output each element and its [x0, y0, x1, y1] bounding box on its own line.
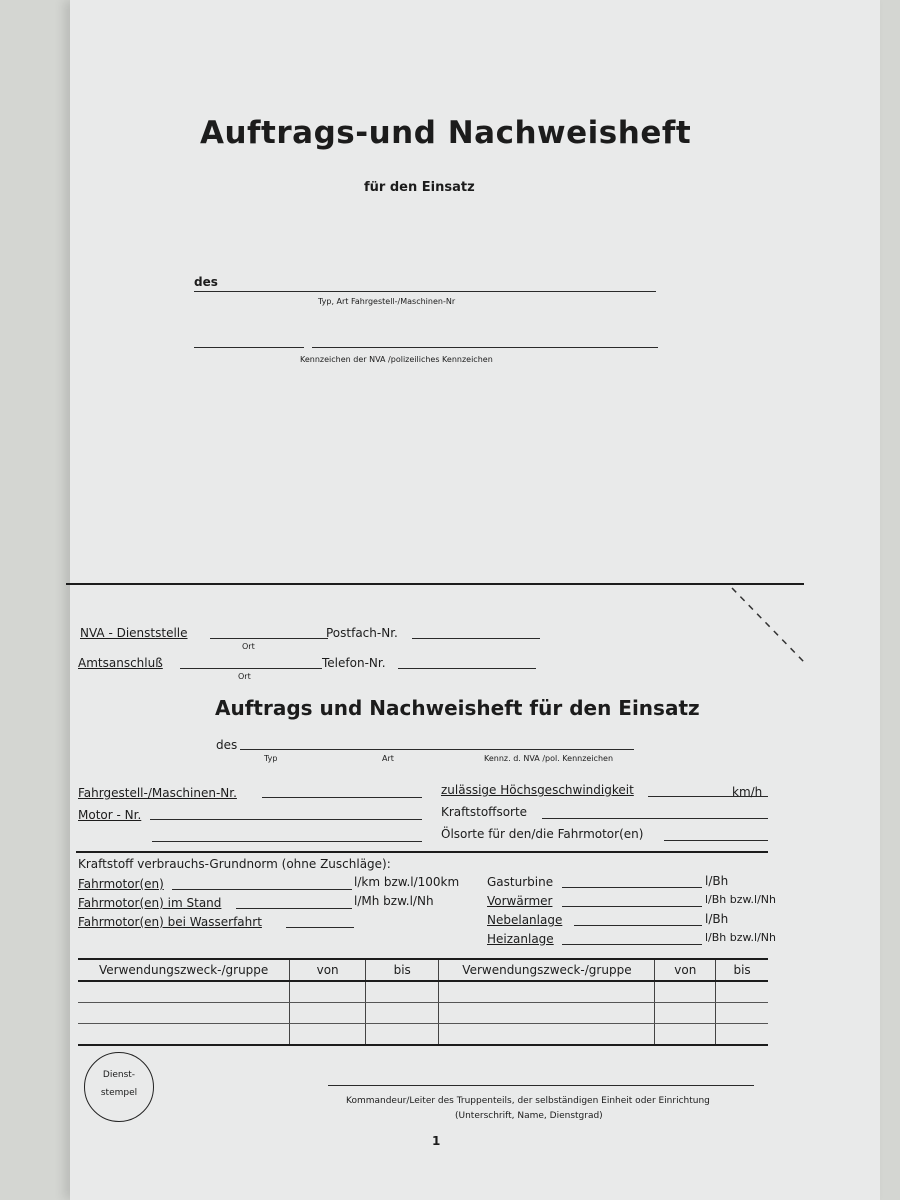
motor-label: Motor - Nr.	[78, 808, 142, 822]
form-des-line	[240, 749, 634, 750]
signature-caption-1: Kommandeur/Leiter des Truppenteils, der selbständigen Einheit oder Einrichtung	[346, 1096, 710, 1106]
cover-plate-line-b	[312, 347, 658, 348]
ort-caption-1: Ort	[242, 642, 255, 651]
telefon-label: Telefon-Nr.	[322, 656, 386, 670]
cut-mark	[726, 586, 816, 666]
unit-label: NVA - Dienststelle	[80, 626, 188, 640]
wasser-label: Fahrmotor(en) bei Wasserfahrt	[78, 915, 262, 929]
heiz-line	[562, 944, 702, 945]
stand-label: Fahrmotor(en) im Stand	[78, 896, 222, 910]
usage-table-header	[78, 959, 768, 981]
gasturbine-line	[562, 887, 702, 888]
kraftstoffsorte-line	[542, 818, 768, 819]
fahrgestell-label: Fahrgestell-/Maschinen-Nr.	[78, 786, 237, 800]
stand-line	[236, 908, 352, 909]
fahrmotor-line	[172, 889, 352, 890]
olsorte-line	[664, 840, 768, 841]
kraftstoffsorte-label: Kraftstoffsorte	[441, 805, 528, 819]
olsorte-label: Ölsorte für den/die Fahrmotor(en)	[441, 827, 644, 841]
header-von-1: von	[290, 959, 366, 981]
heiz-label: Heizanlage	[487, 932, 554, 946]
grundnorm-label: Kraftstoff verbrauchs-Grundnorm (ohne Zuschläge):	[78, 857, 391, 871]
nebel-line	[574, 925, 702, 926]
header-bis-2: bis	[716, 959, 768, 981]
wasser-line	[286, 927, 354, 928]
cover-caption-type: Typ, Art Fahrgestell-/Maschinen-Nr	[318, 297, 456, 306]
telefon-line	[398, 668, 536, 669]
gasturbine-label: Gasturbine	[487, 875, 554, 889]
form-des-label: des	[216, 738, 238, 752]
fahrmotor-label: Fahrmotor(en)	[78, 877, 164, 891]
caption-kennz: Kennz. d. NVA /pol. Kennzeichen	[484, 754, 614, 763]
header-zweck-2: Verwendungszweck-/gruppe	[439, 959, 655, 981]
page-number: 1	[432, 1134, 441, 1148]
gasturbine-unit: l/Bh	[705, 874, 729, 888]
stand-unit: l/Mh bzw.l/Nh	[354, 894, 434, 908]
nebel-unit: l/Bh	[705, 912, 729, 926]
caption-typ: Typ	[264, 754, 278, 763]
table-row	[78, 981, 768, 1003]
ort-caption-2: Ort	[238, 672, 251, 681]
nebel-label: Nebelanlage	[487, 913, 563, 927]
signature-caption-2: (Unterschrift, Name, Dienstgrad)	[455, 1111, 603, 1121]
cover-subtitle: für den Einsatz	[364, 180, 475, 195]
cover-des-label: des	[194, 275, 218, 289]
hoechst-label: zulässige Höchsgeschwindigkeit	[441, 783, 634, 797]
extra-line	[152, 841, 422, 842]
vorwaermer-label: Vorwärmer	[487, 894, 553, 908]
form-title: Auftrags und Nachweisheft für den Einsatz	[215, 696, 700, 720]
motor-line	[150, 819, 422, 820]
unit-line	[210, 638, 328, 639]
header-von-2: von	[655, 959, 716, 981]
header-bis-1: bis	[365, 959, 438, 981]
stamp-line-2: stempel	[100, 1088, 138, 1098]
amt-label: Amtsanschluß	[78, 656, 163, 670]
amt-line	[180, 668, 322, 669]
postfach-label: Postfach-Nr.	[326, 626, 398, 640]
vorwaermer-line	[562, 906, 702, 907]
cover-title: Auftrags-und Nachweisheft	[200, 115, 692, 151]
separator-line	[66, 583, 804, 585]
fahrmotor-unit: l/km bzw.l/100km	[354, 875, 460, 889]
table-row	[78, 1024, 768, 1046]
heiz-unit: l/Bh bzw.l/Nh	[705, 931, 776, 944]
fahrgestell-line	[262, 797, 422, 798]
cover-caption-plate: Kennzeichen der NVA /polizeiliches Kennzeichen	[300, 355, 493, 364]
header-zweck-1: Verwendungszweck-/gruppe	[78, 959, 290, 981]
official-stamp-circle	[84, 1052, 154, 1122]
vorwaermer-unit: l/Bh bzw.l/Nh	[705, 893, 776, 906]
kmh-unit: km/h	[732, 785, 763, 799]
cover-plate-line-a	[194, 347, 304, 348]
signature-line	[328, 1085, 754, 1086]
cover-des-line	[194, 291, 656, 292]
section-divider	[76, 851, 768, 853]
stamp-line-1: Dienst-	[102, 1070, 136, 1080]
postfach-line	[412, 638, 540, 639]
caption-art: Art	[382, 754, 394, 763]
usage-table	[78, 958, 768, 1046]
table-row	[78, 1003, 768, 1024]
